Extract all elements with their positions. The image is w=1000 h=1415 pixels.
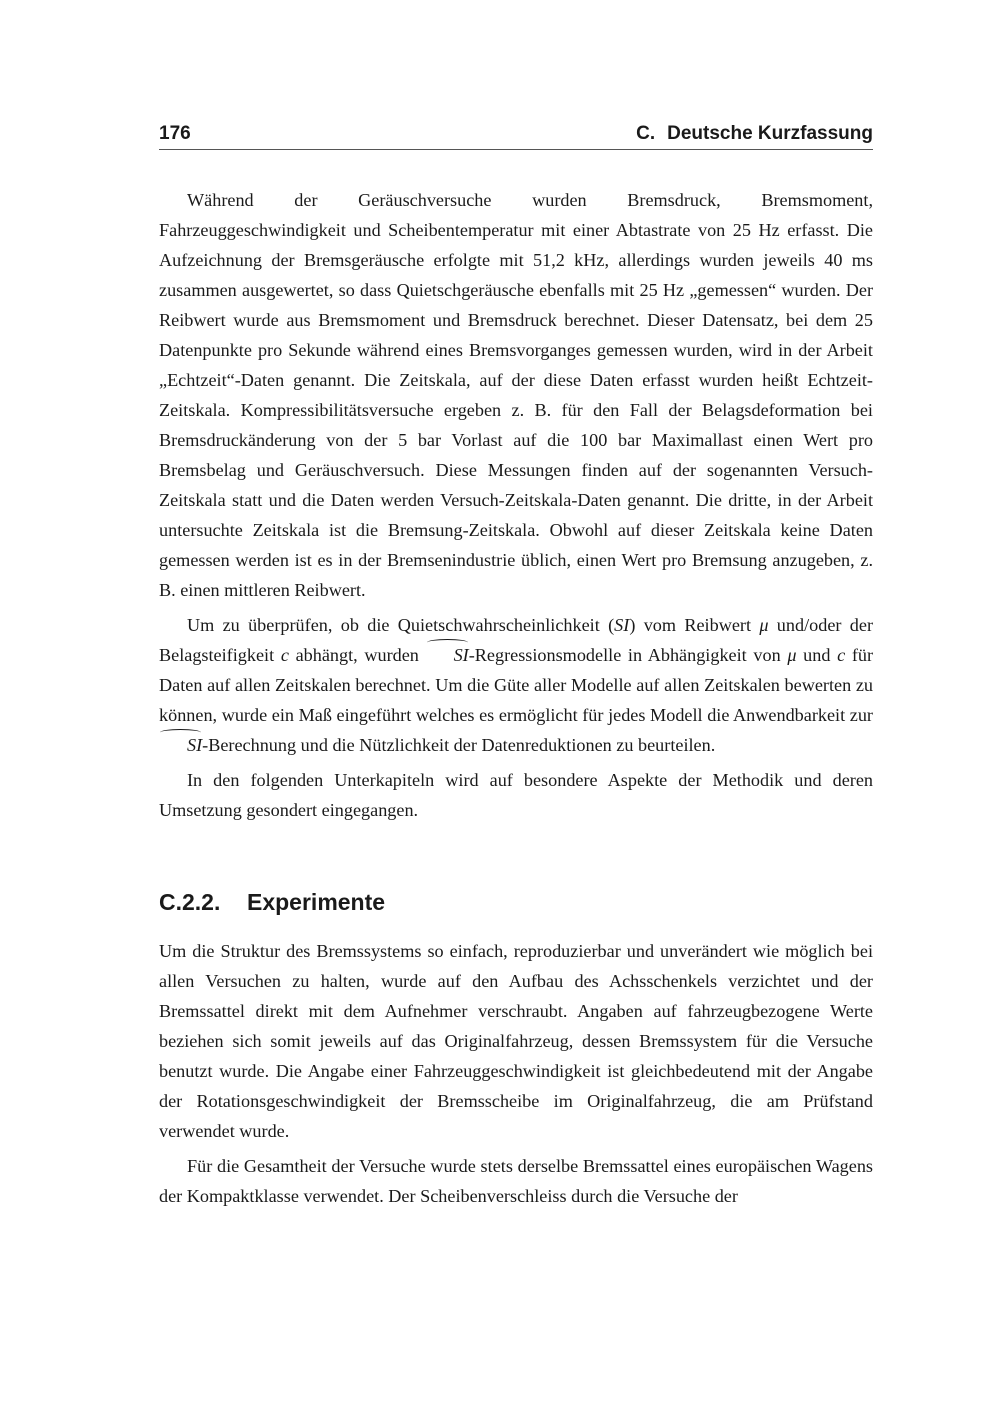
text-run: und: [796, 645, 838, 665]
intro-text: [159, 185, 873, 830]
chapter-number: C.: [636, 123, 656, 144]
section-heading: [159, 886, 873, 918]
paragraph-caliper: Für die Gesamtheit der Versuche wurde stets derselbe Bremssattel eines europäischen Wagens der Kompaktklasse verwendet. Der Scheibenverschleiss durch die Versuche der: [159, 1156, 873, 1206]
text-run: für Daten auf allen Zeitskalen berechnet. Um die Güte aller Modelle auf allen Zeitskalen bewerten zu können, wurde ein Maß eingeführt welches es ermöglicht für jedes Modell die Anwendbarkeit zur: [159, 645, 874, 725]
math-mu: μ: [759, 615, 769, 635]
section-title: Experimente: [247, 889, 386, 915]
math-c: c: [280, 645, 289, 665]
paragraph-outlook: In den folgenden Unterkapiteln wird auf besondere Aspekte der Methodik und deren Umsetzung gesondert eingegangen.: [159, 770, 873, 820]
math-mu: μ: [787, 645, 797, 665]
math-si: SI: [614, 615, 630, 635]
math-si-hat: SI: [426, 640, 469, 670]
text-run: ) vom Reibwert: [629, 615, 760, 635]
text-run: und/oder der Belagsteifigkeit: [159, 615, 873, 665]
math-c: c: [837, 645, 846, 665]
section-text: [159, 936, 873, 1216]
page-number: 176: [159, 123, 191, 144]
running-header: [159, 121, 873, 150]
chapter-title: Deutsche Kurzfassung: [667, 123, 873, 144]
text-run: Um zu überprüfen, ob die Quietschwahrscheinlichkeit (: [187, 615, 615, 635]
math-si-hat: SI: [159, 730, 202, 760]
paragraph-structure: Um die Struktur des Bremssystems so einfach, reproduzierbar und unverändert wie möglich bei allen Versuchen zu halten, wurde auf den Aufbau des Achsschenkels verzichtet und der Bremssattel direkt mit dem Aufnehmer verschraubt. Angaben auf fahrzeugbezogene Werte beziehen sich somit jeweils auf das Originalfahrzeug, dessen Bremssystem für die Versuche benutzt wurde. Die Angabe einer Fahrzeuggeschwindigkeit ist gleichbedeutend mit der Angabe der Rotationsgeschwindigkeit der Bremsscheibe im Originalfahrzeug, die am Prüfstand verwendet wurde.: [159, 941, 873, 1141]
text-run: -Berechnung und die Nützlichkeit der Datenreduktionen zu beurteilen.: [202, 735, 716, 755]
text-run: abhängt, wurden: [288, 645, 426, 665]
chapter-heading: [636, 121, 873, 147]
paragraph-regression: [159, 610, 873, 760]
text-run: -Regressionsmodelle in Abhängigkeit von: [468, 645, 788, 665]
section-number: C.2.2.: [159, 889, 221, 915]
paragraph-measurement: Während der Geräuschversuche wurden Bremsdruck, Bremsmoment, Fahrzeuggeschwindigkeit und Scheibentemperatur mit einer Abtastrate von 25 Hz erfasst. Die Aufzeichnung der Bremsgeräusche erfolgte mit 51,2 kHz, allerdings wurden jeweils 40 ms zusammen ausgewertet, so dass Quietschgeräusche ebenfalls mit 25 Hz „gemessen“ wurden. Der Reibwert wurde aus Bremsmoment und Bremsdruck berechnet. Dieser Datensatz, bei dem 25 Datenpunkte pro Sekunde während eines Bremsvorganges gemessen wurden, wird in der Arbeit „Echtzeit“-Daten genannt. Die Zeitskala, auf der diese Daten erfasst wurden heißt Echtzeit-Zeitskala. Kompressibilitätsversuche ergeben z. B. für den Fall der Belagsdeformation bei Bremsdruckänderung von der 5 bar Vorlast auf die 100 bar Maximallast einen Wert pro Bremsbelag und Geräuschversuch. Diese Messungen finden auf der sogenannten Versuch-Zeitskala statt und die Daten werden Versuch-Zeitskala-Daten genannt. Die dritte, in der Arbeit untersuchte Zeitskala ist die Bremsung-Zeitskala. Obwohl auf dieser Zeitskala keine Daten gemessen werden ist es in der Bremsenindustrie üblich, einen Wert pro Bremsung anzugeben, z. B. einen mittleren Reibwert.: [159, 190, 873, 600]
